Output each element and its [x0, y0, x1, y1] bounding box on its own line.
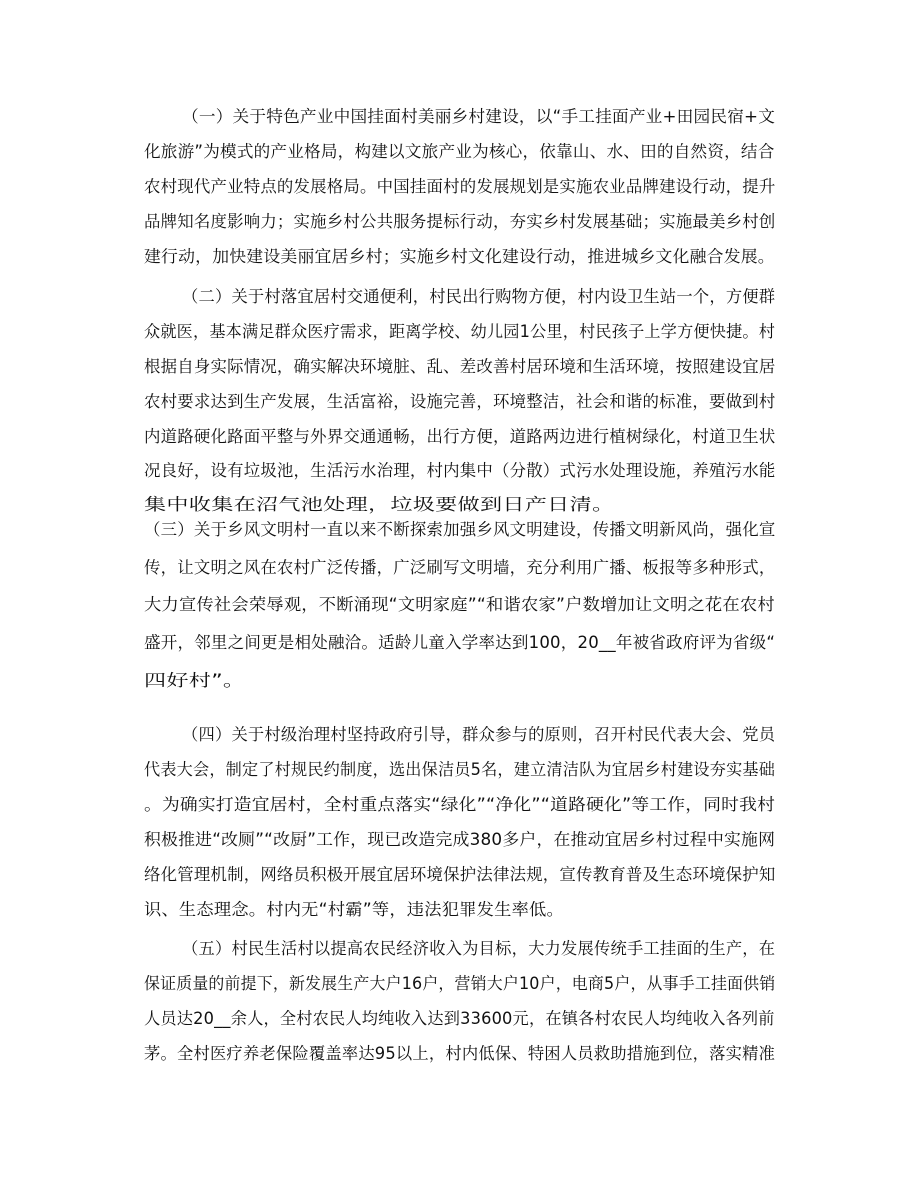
paragraph-line: 农村要求达到生产发展，生活富裕，设施完善，环境整洁，社会和谐的标准，要做到村 [144, 392, 776, 411]
paragraph-line: 品牌知名度影响力；实施乡村公共服务提标行动，夯实乡村发展基础；实施最美乡村创 [144, 212, 776, 231]
paragraph-line: 。为确实打造宜居村，全村重点落实“绿化”“净化”“道路硬化”等工作，同时我村 [144, 795, 776, 814]
paragraph-line: 识、生态理念。村内无“村霸”等，违法犯罪发生率低。 [144, 900, 564, 919]
paragraph-line: （二）关于村落宜居村交通便利，村民出行购物方便，村内设卫生站一个，方便群 [182, 287, 776, 306]
paragraph-line: 农村现代产业特点的发展格局。中国挂面村的发展规划是实施农业品牌建设行动，提升 [144, 177, 776, 196]
paragraph-line: 茅。全村医疗养老保险覆盖率达95以上，村内低保、特困人员救助措施到位，落实精准 [144, 1044, 776, 1063]
paragraph-line: 积极推进“改厕”“改厨”工作，现已改造完成380多户，在推动宜居乡村过程中实施网 [144, 830, 776, 849]
paragraph-line: （三）关于乡风文明村一直以来不断探索加强乡风文明建设，传播文明新风尚，强化宣 [144, 520, 776, 539]
paragraph-line: 众就医，基本满足群众医疗需求，距离学校、幼儿园1公里，村民孩子上学方便快捷。村 [144, 322, 776, 341]
paragraph-line: 化旅游”为模式的产业格局，构建以文旅产业为核心，依靠山、水、田的自然资，结合 [144, 142, 775, 161]
paragraph-line: 盛开，邻里之间更是相处融洽。适龄儿童入学率达到100，20__年被省政府评为省级“ [144, 633, 776, 652]
paragraph-line: （四）关于村级治理村坚持政府引导，群众参与的原则，召开村民代表大会、党员 [182, 725, 776, 744]
paragraph-line: 根据自身实际情况，确实解决环境脏、乱、差改善村居环境和生活环境，按照建设宜居 [144, 357, 776, 376]
paragraph-line: 内道路硬化路面平整与外界交通通畅，出行方便，道路两边进行植树绿化，村道卫生状 [144, 427, 776, 446]
paragraph-line: （五）村民生活村以提高农民经济收入为目标，大力发展传统手工挂面的生产，在 [182, 939, 776, 958]
paragraph-line: 大力宣传社会荣辱观，不断涌现“文明家庭”“和谐农家”户数增加让文明之花在农村 [144, 595, 775, 614]
paragraph-line: 四好村”。 [144, 671, 246, 690]
paragraph-line: 建行动，加快建设美丽宜居乡村；实施乡村文化建设行动，推进城乡文化融合发展。 [144, 247, 775, 266]
paragraph-line: 传，让文明之风在农村广泛传播，广泛刷写文明墙，充分利用广播、板报等多种形式， [144, 558, 776, 577]
paragraph-line: 况良好，设有垃圾池，生活污水治理，村内集中（分散）式污水处理设施，养殖污水能 [144, 461, 776, 480]
paragraph-line: 集中收集在沼气池处理，垃圾要做到日产日清。 [144, 495, 615, 514]
paragraph-line: 人员达20__余人，全村农民人均纯收入达到33600元，在镇各村农民人均纯收入各列前 [144, 1009, 775, 1028]
paragraph-line: 保证质量的前提下，新发展生产大户16户，营销大户10户，电商5户，从事手工挂面供销 [144, 974, 776, 993]
paragraph-line: （一）关于特色产业中国挂面村美丽乡村建设，以“手工挂面产业+田园民宿+文 [182, 107, 776, 126]
paragraph-line: 代表大会，制定了村规民约制度，选出保洁员5名，建立清洁队为宜居乡村建设夯实基础 [144, 760, 776, 779]
paragraph-line: 络化管理机制，网络员积极开展宜居环境保护法律法规，宣传教育普及生态环境保护知 [144, 865, 776, 884]
